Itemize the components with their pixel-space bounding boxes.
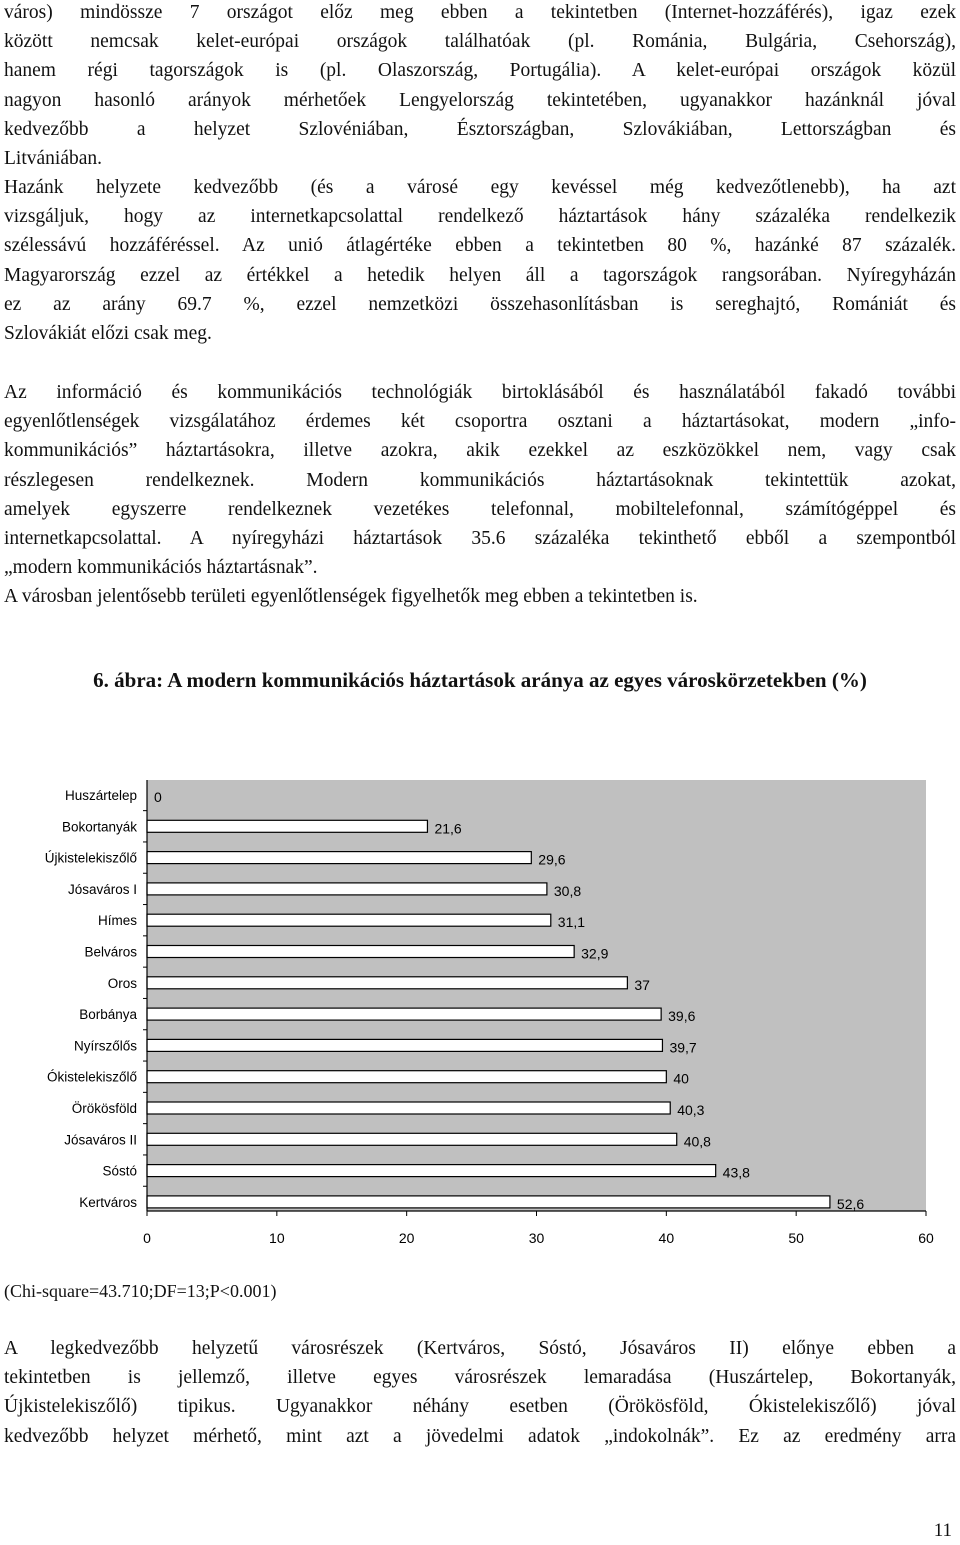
text-line: vizsgáljuk, hogy az internetkapcsolattal rendelkező háztartások hány százaléka rendelkezik xyxy=(4,206,956,228)
figure-caption: 6. ábra: A modern kommunikációs háztartások aránya az egyes városkörzetekben (%) xyxy=(93,668,867,692)
text-line: egyenlőtlenségek vizsgálatához érdemes két csoportra osztani a háztartásokat, modern „info- xyxy=(4,411,956,433)
value-label: 30,8 xyxy=(553,882,582,899)
bar xyxy=(147,1008,661,1020)
category-label: Örökösföld xyxy=(71,1101,137,1116)
paragraph-intro xyxy=(4,0,956,173)
x-tick-label: 60 xyxy=(918,1230,934,1246)
text-line: Hazánk helyzete kedvezőbb (és a városé egy kevéssel még kedvezőtlenebb), ha azt xyxy=(4,177,956,198)
text-line: tekintetben is jellemző, illetve egyes városrészek lemaradása (Huszártelep, Bokortanyák, xyxy=(4,1367,956,1389)
text-line: internetkapcsolattal. A nyíregyházi háztartások 35.6 százaléka tekinthető ebből a szempontból xyxy=(4,528,956,550)
bar xyxy=(147,1196,830,1208)
value-label: 40 xyxy=(673,1070,689,1087)
text-line: A legkedvezőbb helyzetű városrészek (Kertváros, Sóstó, Jósaváros II) előnye ebben a xyxy=(4,1338,956,1359)
value-label: 29,6 xyxy=(538,851,566,868)
category-label: Borbánya xyxy=(79,1007,137,1023)
text-line: részlegesen rendelkeznek. Modern kommunikációs háztartásoknak tekintettük azokat, xyxy=(4,469,956,491)
bar xyxy=(147,914,551,926)
bar xyxy=(147,1071,666,1083)
chi-square-note: (Chi-square=43.710;DF=13;P<0.001) xyxy=(4,1281,277,1301)
value-label: 0 xyxy=(154,789,162,805)
x-tick-label: 0 xyxy=(143,1230,151,1246)
text-line: Az információ és kommunikációs technológiák birtoklásából és használatából fakadó további xyxy=(4,382,956,403)
category-label: Hímes xyxy=(97,913,137,929)
text-line: szélessávú hozzáféréssel. Az unió átlagértéke ebben a tekintetben 80 %, hazánké 87 százalék. xyxy=(4,235,956,257)
category-label: Jósaváros II xyxy=(64,1132,137,1148)
value-label: 31,1 xyxy=(557,914,586,931)
category-label: Jósaváros I xyxy=(67,881,137,897)
bar-chart xyxy=(0,760,960,1280)
category-label: Kertváros xyxy=(79,1194,137,1210)
x-tick-label: 40 xyxy=(658,1230,675,1246)
value-label: 40,3 xyxy=(677,1102,705,1118)
category-label: Huszártelep xyxy=(64,788,137,803)
text-line: nagyon hasonló arányok mérhetőek Lengyelország tekintetében, ugyanakkor hazánknál jóval xyxy=(4,89,956,111)
x-tick-label: 30 xyxy=(528,1230,545,1246)
value-label: 39,7 xyxy=(669,1039,697,1056)
value-label: 40,8 xyxy=(683,1133,711,1150)
text-line: között nemcsak kelet-európai országok találhatóak (pl. Románia, Bulgária, Csehország), xyxy=(4,31,956,53)
text-line: Szlovákiát előzi csak meg. xyxy=(4,323,212,345)
bar xyxy=(147,820,427,832)
text-line: város) mindössze 7 országot előz meg ebben a tekintetben (Internet-hozzáférés), igaz ezek xyxy=(4,2,956,23)
value-label: 21,6 xyxy=(434,820,462,837)
text-line: amelyek egyszerre rendelkeznek vezetékes telefonnal, mobiltelefonnal, számítógéppel és xyxy=(4,498,956,520)
bar xyxy=(147,977,627,989)
x-tick-label: 10 xyxy=(269,1230,285,1246)
category-label: Ókistelekiszőlő xyxy=(46,1069,137,1085)
value-label: 52,6 xyxy=(836,1195,865,1212)
plot-area xyxy=(147,780,926,1211)
bar xyxy=(147,1165,716,1177)
text-line: kommunikációs” háztartásokra, illetve azokra, akik ezekkel az eszközökkel nem, vagy csak xyxy=(4,440,956,462)
bar xyxy=(147,1102,670,1114)
text-line: ez az arány 69.7 %, ezzel nemzetközi összehasonlításban is sereghajtó, Romániát és xyxy=(4,293,956,315)
category-label: Belváros xyxy=(84,944,137,960)
bar xyxy=(147,852,531,864)
text-line: Magyarország ezzel az értékkel a hetedik helyen áll a tagországok rangsorában. Nyíregyházán xyxy=(4,264,956,286)
bar xyxy=(147,1133,677,1145)
value-label: 43,8 xyxy=(722,1164,750,1181)
category-label: Bokortanyák xyxy=(61,819,137,835)
paragraph-districts xyxy=(4,1334,956,1451)
bar xyxy=(147,1039,662,1051)
text-line: kedvezőbb helyzet mérhető, mint azt a jövedelmi adatok „indokolnák”. Ez az eredmény arra xyxy=(4,1425,956,1447)
paragraph-broadband xyxy=(4,173,956,348)
x-tick-label: 50 xyxy=(788,1230,804,1246)
value-label: 32,9 xyxy=(581,945,609,962)
text-line: hanem régi tagországok is (pl. Olaszország, Portugália). A kelet-európai országok közül xyxy=(4,60,956,82)
category-label: Újkistelekiszőlő xyxy=(44,850,137,866)
text-line: „modern kommunikációs háztartásnak”. xyxy=(4,557,318,579)
text-line: A városban jelentősebb területi egyenlőtlenségek figyelhetők meg ebben a tekintetben is. xyxy=(4,586,698,608)
value-label: 37 xyxy=(634,976,650,993)
category-label: Sóstó xyxy=(102,1163,137,1179)
value-label: 39,6 xyxy=(668,1008,696,1025)
paragraph-ict xyxy=(4,378,956,612)
category-label: Oros xyxy=(107,975,137,991)
x-tick-label: 20 xyxy=(398,1230,415,1246)
text-line: Újkistelekiszőlő) tipikus. Ugyanakkor néhány esetben (Örökösföld, Ókistelekiszőlő) jóval xyxy=(4,1396,956,1418)
bar xyxy=(147,946,574,958)
page-number: 11 xyxy=(933,1520,952,1541)
category-label: Nyírszőlős xyxy=(73,1038,137,1054)
text-line: kedvezőbb a helyzet Szlovéniában, Észtországban, Szlovákiában, Lettországban és xyxy=(4,118,956,140)
bar xyxy=(147,883,547,895)
text-line: Litvániában. xyxy=(4,148,103,170)
